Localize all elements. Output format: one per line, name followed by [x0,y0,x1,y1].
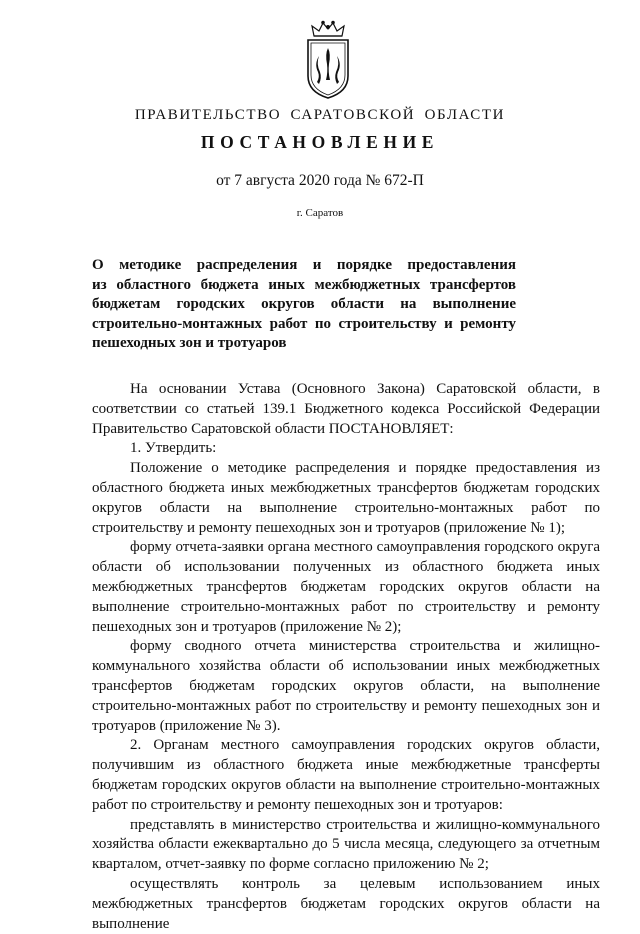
date-and-number: от 7 августа 2020 года № 672-П [216,172,424,189]
title-line: строительно-монтажных работ по строительству и ремонту [92,315,516,332]
title-line: пешеходных зон и тротуаров [92,335,287,351]
document-body [92,380,600,934]
body-paragraph: представлять в министерство строительства и жилищно-коммунального хозяйства области ежеквартально до 5 числа месяца, следующего за отчетным кварталом, отчет-заявку по форме согласно приложению № 2; [92,816,600,873]
body-paragraph: 2. Органам местного самоуправления городских округов области, получившим из областного бюджета иные межбюджетные трансферты бюджетам городских округов области на выполнение строительно-монтажных работ по строительству и ремонту пешеходных зон и тротуаров: [92,737,600,813]
preamble-paragraph: На основании Устава (Основного Закона) Саратовской области, в соответствии со статьей 139.1 Бюджетного кодекса Российской Федерации Правительство Саратовской области ПОСТАНОВЛЯЕТ: [92,381,600,437]
body-paragraph: форму отчета-заявки органа местного самоуправления городского округа области об использовании полученных из областного бюджета иных межбюджетных трансфертов бюджетам городских округов области на выполнение строительно-монтажных работ по строительству и ремонту пешеходных зон и тротуаров (приложение № 2); [92,539,600,635]
title-line: бюджетам городских округов области на выполнение [92,296,516,312]
title-line: из областного бюджета иных межбюджетных трансфертов [92,276,516,293]
saratov-coat-of-arms-icon [302,20,354,100]
body-paragraph: 1. Утвердить: [130,440,217,457]
body-paragraph: Положение о методике распределения и порядке предоставления из областного бюджета иных межбюджетных трансфертов бюджетам городских округов области на выполнение строительно-монтажных работ по строительству и ремонту пешеходных зон и тротуаров (приложение № 1); [92,460,600,536]
government-name: ПРАВИТЕЛЬСТВО САРАТОВСКОЙ ОБЛАСТИ [134,107,506,123]
title-line: О методике распределения и порядке предоставления [92,257,516,273]
document-title [92,256,516,354]
document-type: ПОСТАНОВЛЕНИЕ [200,132,440,152]
body-paragraph: осуществлять контроль за целевым использованием иных межбюджетных трансфертов бюджетам городских округов области на выполнение [92,875,600,932]
body-paragraph: форму сводного отчета министерства строительства и жилищно-коммунального хозяйства области об использовании иных межбюджетных трансфертов бюджетам городских округов области, на выполнение строительно-монтажных работ по строительству и ремонту пешеходных зон и тротуаров (приложение № 3). [92,638,600,734]
city-name: г. Саратов [296,207,344,219]
